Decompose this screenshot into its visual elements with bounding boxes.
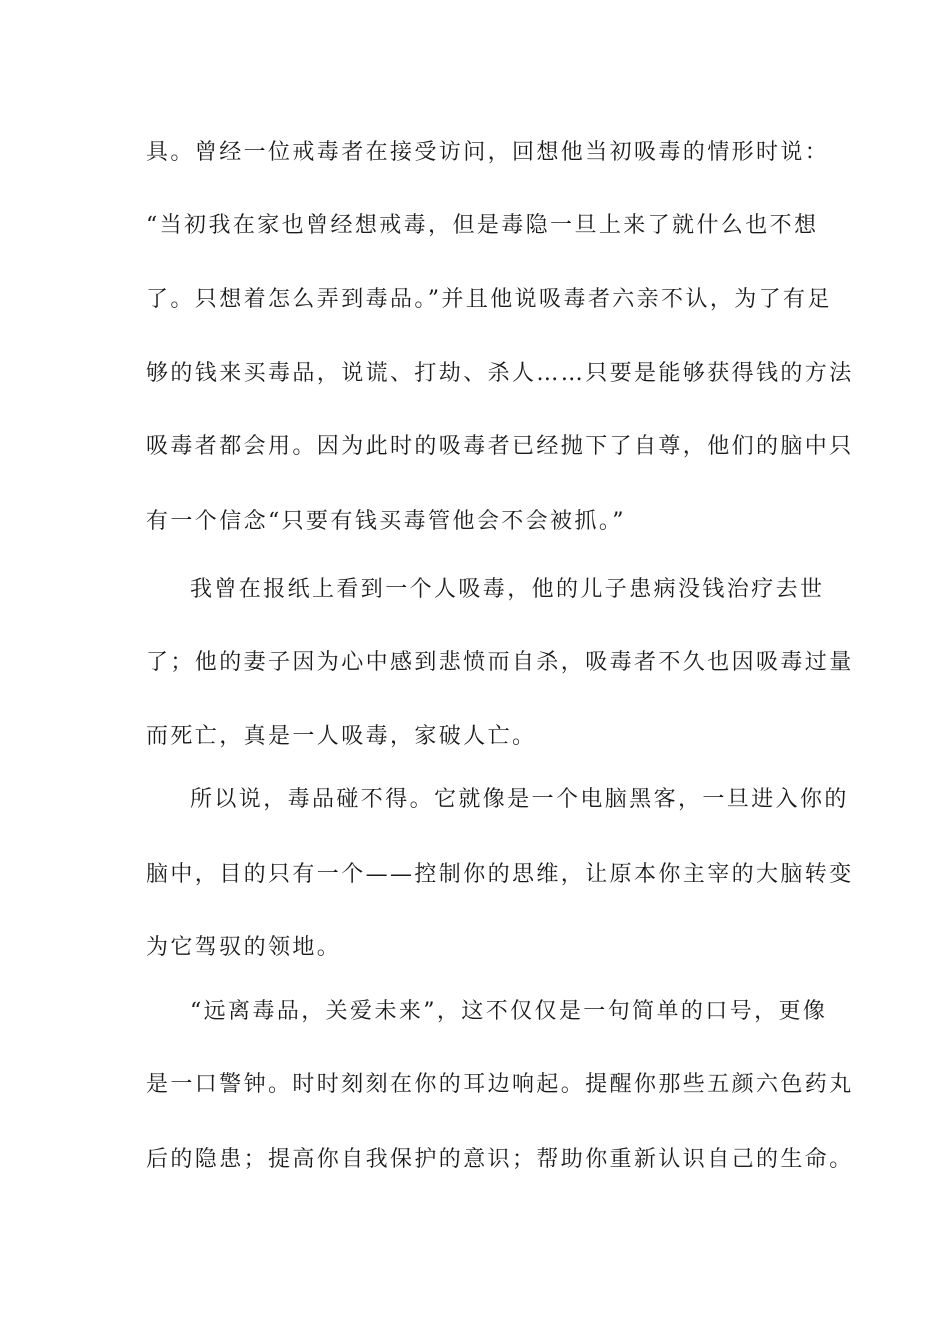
paragraph-first-line: “远离毒品，关爱未来”，这不仅仅是一句简单的口号，更像: [190, 999, 828, 1024]
paragraph-first-line: 我曾在报纸上看到一个人吸毒，他的儿子患病没钱治疗去世: [190, 577, 825, 602]
text-line: 有一个信念“只要有钱买毒管他会不会被抓。”: [146, 509, 626, 534]
text-line: 吸毒者都会用。因为此时的吸毒者已经抛下了自尊，他们的脑中只: [146, 434, 854, 459]
text-line: 为它驾驭的领地。: [146, 935, 342, 960]
text-line: 脑中，目的只有一个——控制你的思维，让原本你主宰的大脑转变: [146, 862, 854, 887]
text-line: 具。曾经一位戒毒者在接受访问，回想他当初吸毒的情形时说：: [146, 140, 830, 165]
text-line: 而死亡，真是一人吸毒，家破人亡。: [146, 724, 537, 749]
text-line: 了；他的妻子因为心中感到悲愤而自杀，吸毒者不久也因吸毒过量: [146, 650, 854, 675]
text-line: 后的隐患；提高你自我保护的意识；帮助你重新认识自己的生命。: [146, 1147, 854, 1172]
text-line: 够的钱来买毒品，说谎、打劫、杀人……只要是能够获得钱的方法: [146, 361, 854, 386]
text-line: “当初我在家也曾经想戒毒，但是毒隐一旦上来了就什么也不想: [146, 213, 819, 238]
text-line: 是一口警钟。时时刻刻在你的耳边响起。提醒你那些五颜六色药丸: [146, 1072, 854, 1097]
paragraph-first-line: 所以说，毒品碰不得。它就像是一个电脑黑客，一旦进入你的: [190, 787, 849, 812]
text-line: 了。只想着怎么弄到毒品。”并且他说吸毒者六亲不认，为了有足: [146, 287, 832, 312]
